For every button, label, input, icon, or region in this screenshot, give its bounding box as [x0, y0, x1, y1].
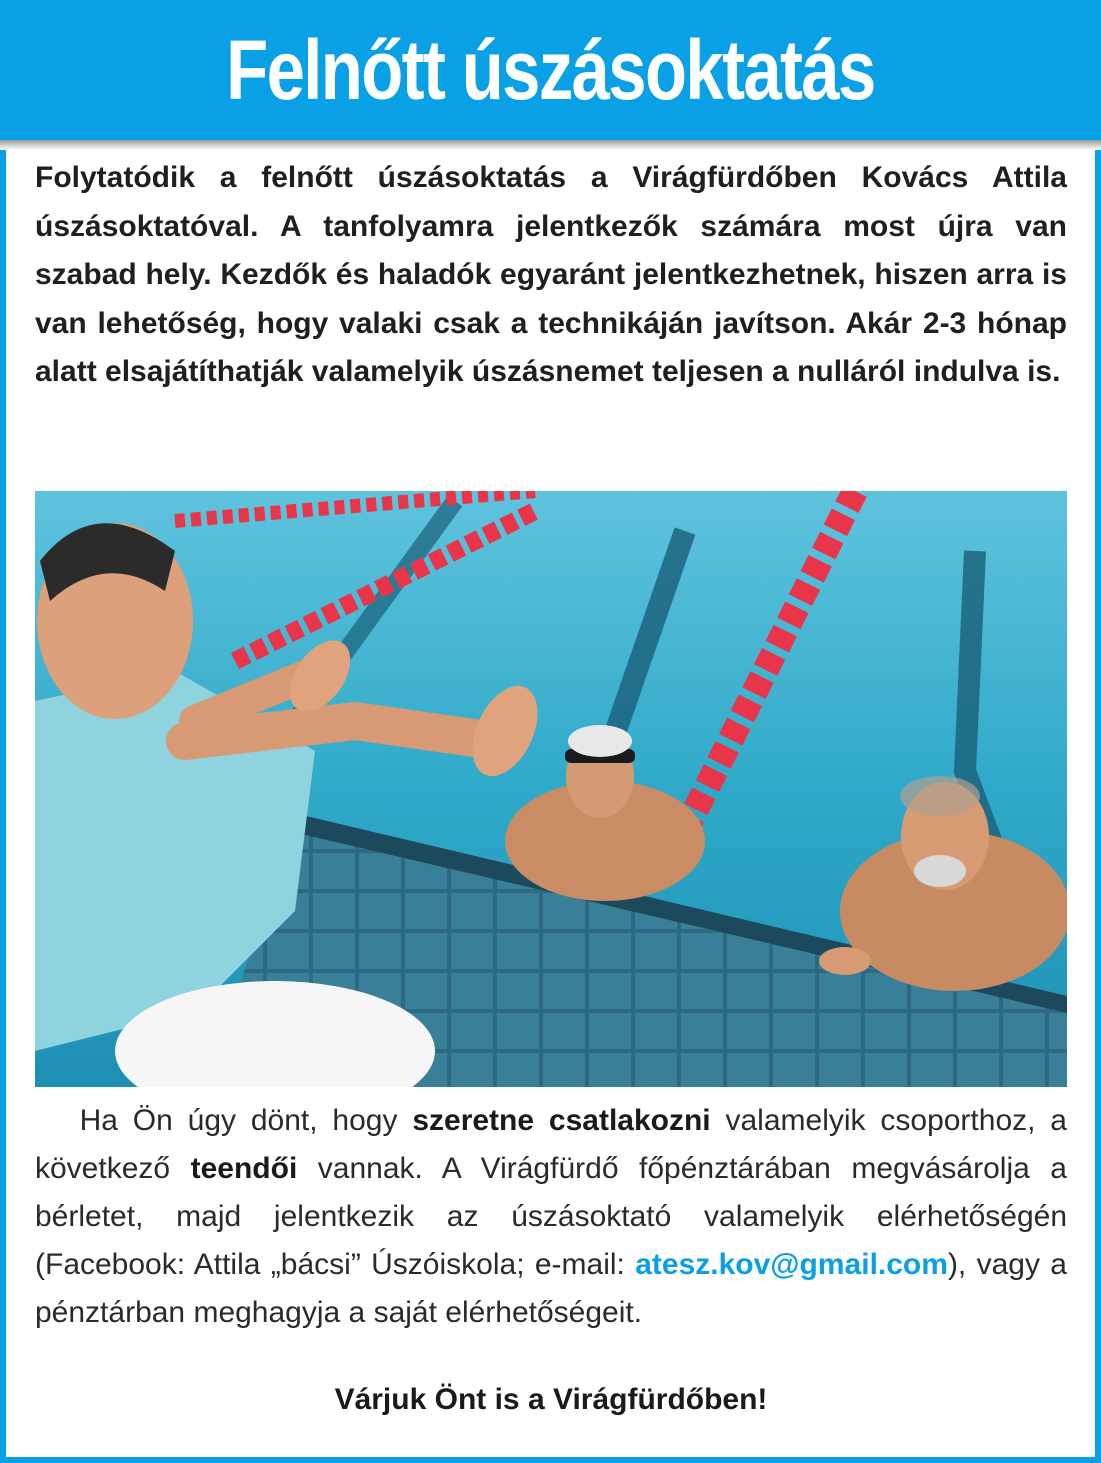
- outro-bold-join: szeretne csatlakozni: [412, 1104, 711, 1137]
- pool-photo: [35, 491, 1067, 1087]
- outro-paragraph: [35, 1097, 1067, 1337]
- header-divider: [0, 140, 1101, 150]
- intro-paragraph: Folytatódik a felnőtt úszásoktatás a Virágfürdőben Kovács Attila úszásoktatóval. A tanfolyamra jelentkezők számára most újra van szabad hely. Kezdők és haladók egyaránt jelentkezhetnek, hiszen arra is van lehetőség, hogy valaki csak a technikáján javítson. Akár 2-3 hónap alatt elsajátíthatják valamelyik úszásnemet teljesen a nulláról indulva is.: [35, 161, 1067, 388]
- outro-text-4: ), vagy a pénztárban meghagyja a saját elérhetőségeit.: [35, 1248, 1067, 1329]
- outro-text-2: valamelyik csoporthoz, a következő: [35, 1104, 1067, 1185]
- article-header: [0, 0, 1101, 140]
- closing-line: Várjuk Önt is a Virágfürdőben!: [334, 1383, 768, 1416]
- email-link[interactable]: atesz.kov@gmail.com: [635, 1248, 948, 1281]
- outro-text-1: Ha Ön úgy dönt, hogy: [79, 1104, 413, 1137]
- outro-text-3: vannak. A Virágfürdő főpénztárában megvásárolja a bérletet, majd jelentkezik az úszásoktató valamelyik elérhetőségén (Facebook: Attila „bácsi” Úszóiskola; e-mail:: [35, 1152, 1067, 1281]
- outro-bold-tasks: teendői: [190, 1152, 298, 1185]
- article-title: Felnőtt úszásoktatás: [226, 22, 875, 117]
